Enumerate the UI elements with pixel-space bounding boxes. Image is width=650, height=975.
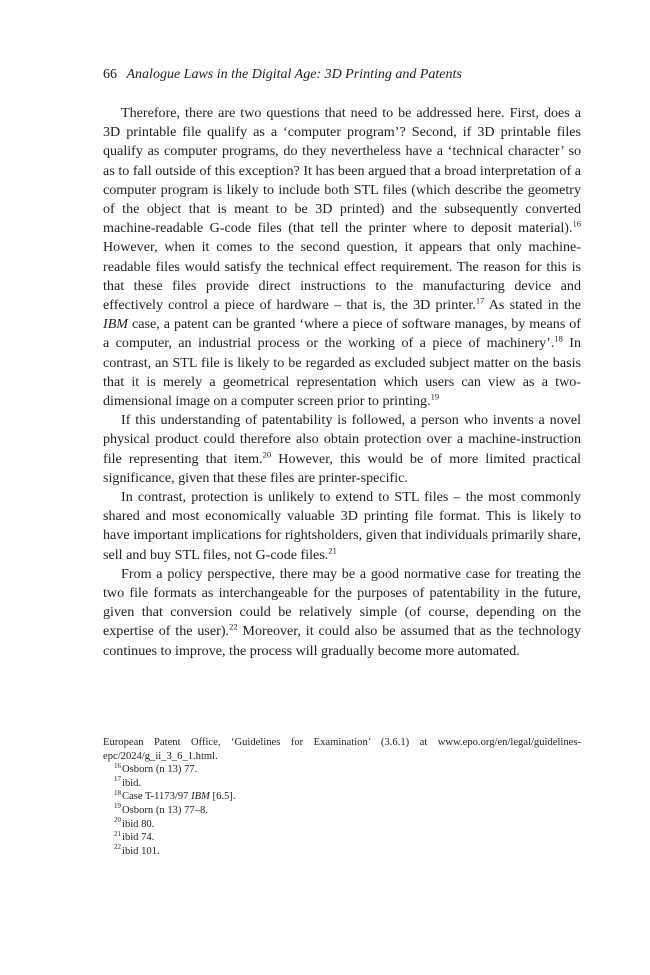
text-run: However, when it comes to the second question, it appears that only machine-readable files would satisfy the technical effect requirement. The reason for this is that these files provide direct instructions to the manufacturing device and effectively control a piece of hardware – that is, the 3D printer. [103,239,581,314]
text-run: ibid 101. [122,845,160,857]
footnote-number: 18 [114,788,121,797]
page-number: 66 [103,67,117,82]
text-run: [6.5]. [209,791,236,803]
running-header [103,66,583,84]
footnote [103,818,581,832]
footnote-marker: 16 [572,218,581,229]
footnote [103,763,581,777]
footnote-marker: 18 [554,333,563,344]
italic-text: IBM [103,316,129,333]
footnote-number: 17 [114,775,121,784]
footnote-marker: 19 [430,391,440,402]
footnote-number: 20 [114,816,121,825]
body-text [103,104,581,661]
italic-text: IBM [191,791,210,803]
footnotes [103,736,581,858]
text-run: Moreover, it could also be assumed that as the technology continues to improve, the process will gradually become more automated. [103,623,581,659]
paragraph [103,488,581,565]
footnote [103,777,581,791]
text-run: As stated in the [484,297,581,314]
paragraph [103,104,581,411]
footnote-number: 19 [114,802,121,811]
text-run: Case T-1173/97 [122,791,192,803]
footnote-marker: 17 [475,295,485,306]
footnote-continuation: European Patent Office, ‘Guidelines for Examination’ (3.6.1) at www.epo.org/en/legal/guidelines-epc/2024/g_ii_3_6_1.html. [103,737,581,762]
footnote-list [103,763,581,858]
running-title: Analogue Laws in the Digital Age: 3D Printing and Patents [126,67,462,82]
text-run: Osborn (n 13) 77–8. [122,804,208,816]
text-run: ibid 80. [122,818,155,830]
text-run: Osborn (n 13) 77. [122,764,198,776]
footnote [103,831,581,845]
paragraph [103,565,581,661]
footnote-marker: 22 [229,621,238,632]
footnote-number: 21 [114,829,121,838]
text-run: In contrast, an STL file is likely to be regarded as excluded subject matter on the basis that it is merely a geometrical representation which users can view as a two-dimensional image on a computer screen prior to printing. [103,335,582,410]
text-run: case, a patent can be granted ‘where a piece of software manages, by means of a computer, an industrial process or the working of a piece of machinery’. [103,316,581,352]
footnote-marker: 20 [262,448,272,459]
footnote-number: 22 [114,843,121,852]
footnote [103,845,581,859]
text-run: However, this would be of more limited practical significance, given that these files are printer-specific. [103,450,581,486]
footnote-number: 16 [114,761,121,770]
text-run: ibid 74. [122,832,155,844]
text-run: If this understanding of patentability is followed, a person who invents a novel physical product could therefore also obtain protection over a machine-instruction file representing that item. [103,412,581,467]
text-run: In contrast, protection is unlikely to extend to STL files – the most commonly shared and most economically valuable 3D printing file format. This is likely to have important implications for rightsholders, given that individuals primarily share, sell and buy STL files, not G-code files. [103,489,581,563]
paragraph [103,411,581,488]
text-run: ibid. [122,777,142,789]
footnote [103,790,581,804]
footnote [103,804,581,818]
footnote-marker: 21 [328,544,337,555]
text-run: Therefore, there are two questions that need to be addressed here. First, does a 3D printable file qualify as a ‘computer program’? Second, if 3D printable files qualify as computer programs, do they nevertheless have a ‘technical character’ so as to fall outside of this exception? It has been argued that a broad interpretation of a computer program is likely to include both STL files (which describe the geometry of the object that is meant to be 3D printed) and the subsequently converted machine-readable G-code files (that tell the printer where to deposit material). [103,105,581,237]
text-run: From a policy perspective, there may be a good normative case for treating the two file formats as interchangeable for the purposes of patentability in the future, given that conversion could be relatively simple (of course, depending on the expertise of the user). [103,565,581,640]
